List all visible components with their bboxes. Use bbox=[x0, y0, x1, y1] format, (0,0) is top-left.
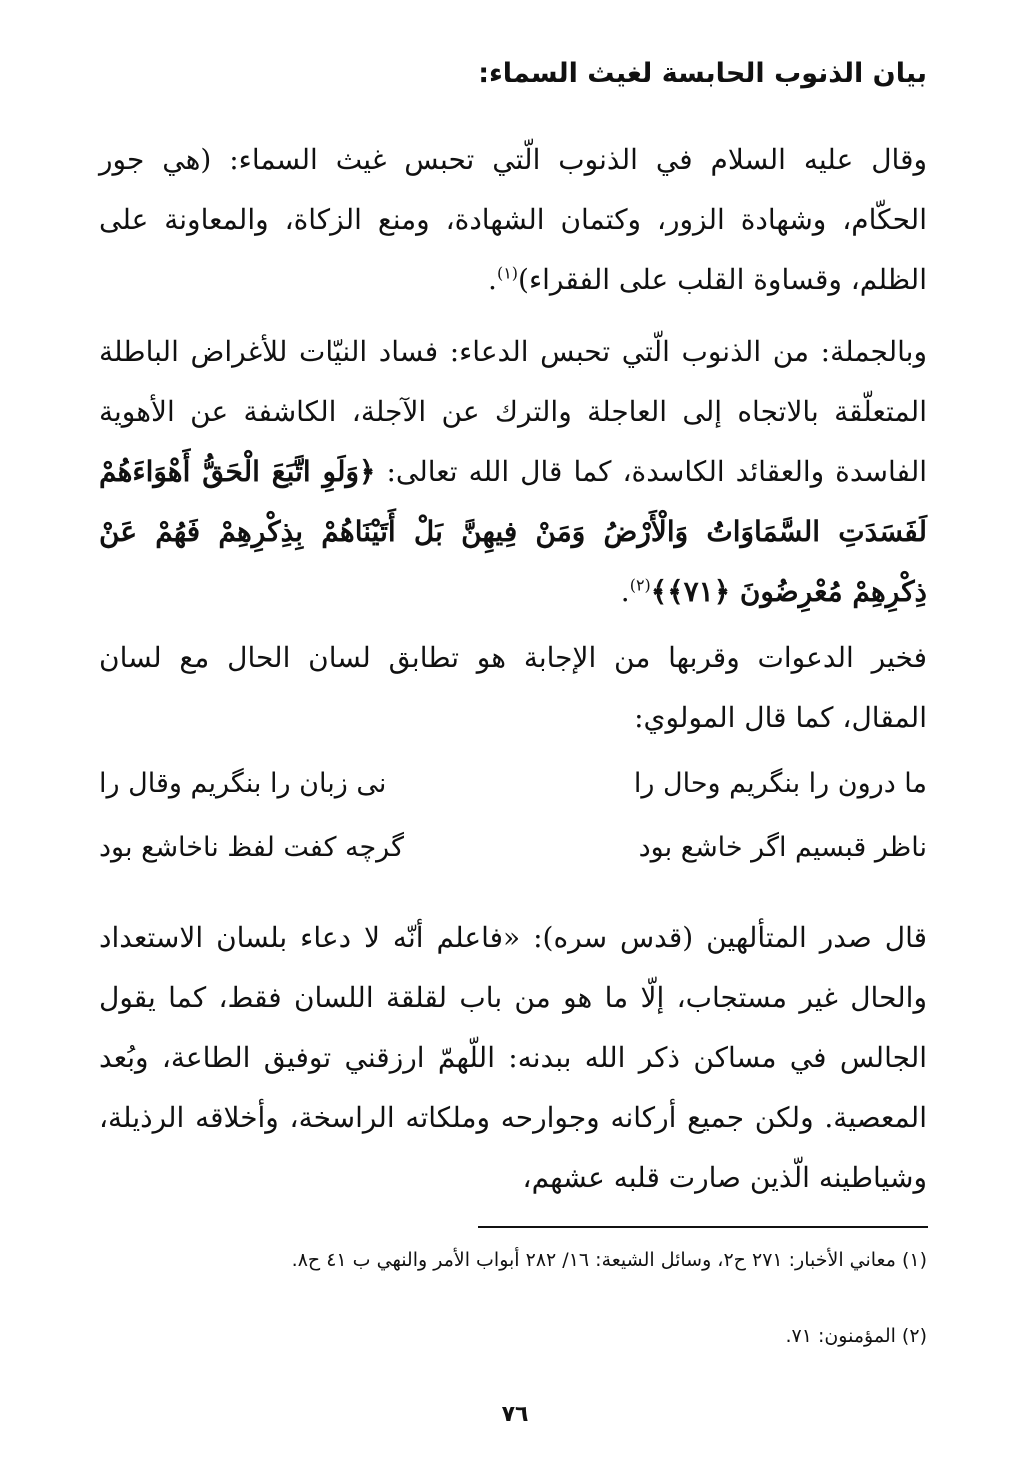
poem-verse bbox=[99, 820, 927, 876]
footnote-ref-1: (١) bbox=[496, 263, 519, 283]
paragraph-hadith-text: وقال عليه السلام في الذنوب الّتي تحبس غيث السماء: (هي جور الحكّام، وشهادة الزور، وكتمان الشهادة، ومنع الزكاة، والمعاونة على الظلم، وقساوة القلب على الفقراء) bbox=[99, 143, 927, 296]
footnote-1: (١) معاني الأخبار: ٢٧١ ح٢، وسائل الشيعة: ١٦/ ٢٨٢ أبواب الأمر والنهي ب ٤١ ح٨. bbox=[291, 1249, 927, 1271]
paragraph-sadr-quote: قال صدر المتألهين (قدس سره): «فاعلم أنّه لا دعاء بلسان الاستعداد والحال غير مستجاب، إلّا ما هو من باب لقلقة اللسان فقط، كما يقول الجالس في مساكن ذكر الله ببدنه: اللّهمّ ارزقني توفيق الطاعة، وبُعد المعصية. ولكن جميع أركانه وجوارحه وملكاته الراسخة، وأخلاقه الرذيلة، وشياطينه الّذين صارت قلبه عشهم، bbox=[99, 921, 927, 1194]
poem-hemistich-first: ناظر قبسیم اگر خاشع بود bbox=[638, 832, 927, 863]
page-number: ٧٦ bbox=[501, 1402, 529, 1427]
poem-verse bbox=[99, 756, 927, 812]
footnote-separator bbox=[478, 1226, 928, 1228]
poem-hemistich-second: نی زبان را بنگریم وقال را bbox=[99, 768, 387, 799]
paragraph-end: . bbox=[620, 575, 630, 608]
paragraph-sins bbox=[99, 322, 927, 622]
paragraph-end: . bbox=[488, 263, 497, 296]
quran-verse: ﴿وَلَوِ اتَّبَعَ الْحَقُّ أَهْوَاءَهُمْ لَفَسَدَتِ السَّمَاوَاتُ وَالْأَرْضُ وَمَنْ فِيهِنَّ بَلْ أَتَيْنَاهُمْ بِذِكْرِهِمْ فَهُمْ عَنْ ذِكْرِهِمْ مُعْرِضُونَ ﴿٧١﴾﴾ bbox=[99, 455, 927, 608]
paragraph-supplications: فخير الدعوات وقربها من الإجابة هو تطابق لسان الحال مع لسان المقال، كما قال المولوي: bbox=[99, 641, 927, 734]
paragraph-sins-text: وبالجملة: من الذنوب الّتي تحبس الدعاء: فساد النيّات للأغراض الباطلة المتعلّقة بالاتجاه إلى العاجلة والترك عن الآجلة، الكاشفة عن الأهوية الفاسدة والعقائد الكاسدة، كما قال الله تعالى: bbox=[99, 335, 927, 488]
poem-hemistich-second: گرچه کفت لفظ ناخاشع بود bbox=[99, 832, 404, 863]
section-heading: بيان الذنوب الحابسة لغيث السماء: bbox=[478, 58, 927, 89]
footnote-ref-2: (٢) bbox=[629, 575, 651, 595]
paragraph-hadith bbox=[99, 130, 927, 310]
poem-hemistich-first: ما درون را بنگریم وحال را bbox=[633, 768, 927, 799]
footnote-2: (٢) المؤمنون: ٧١. bbox=[785, 1325, 927, 1347]
